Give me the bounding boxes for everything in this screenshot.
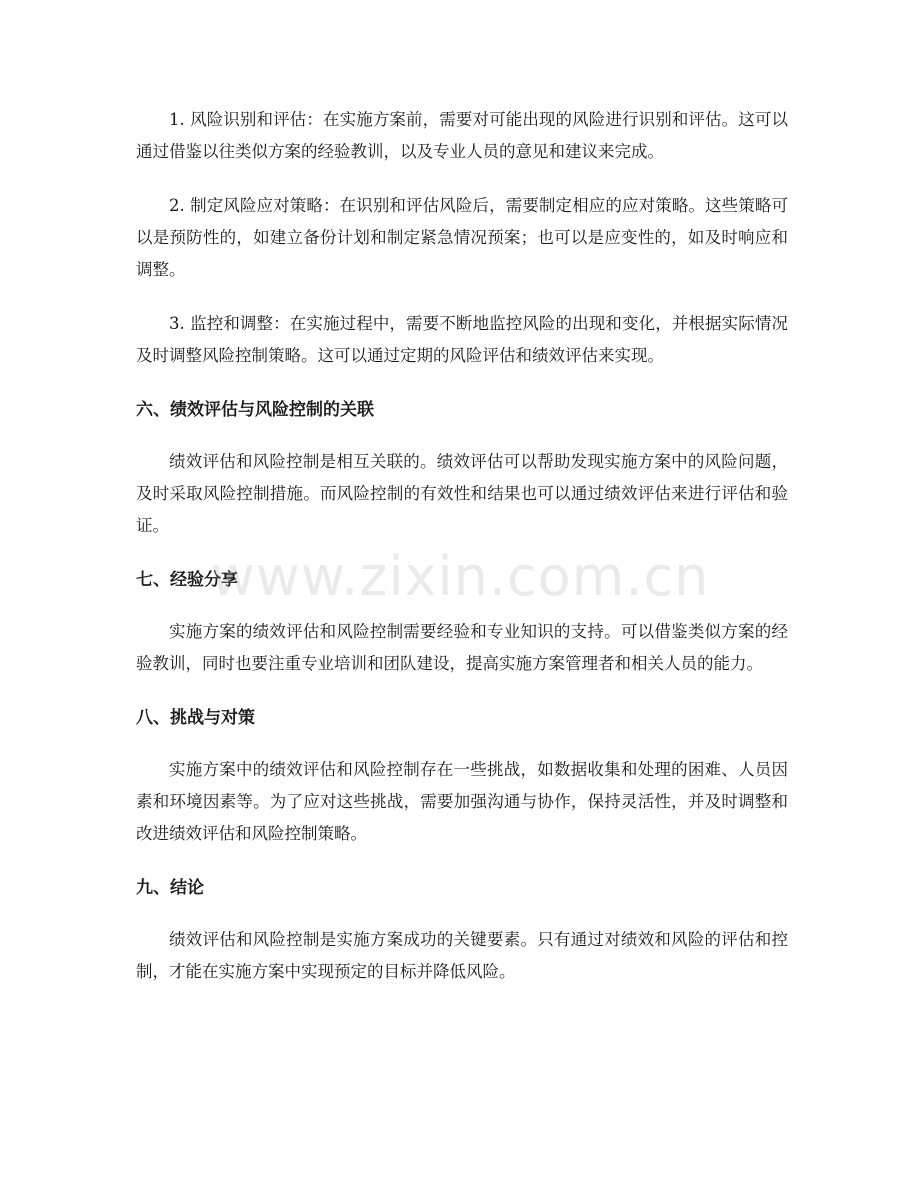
list-item-risk-strategy: 2. 制定风险应对策略：在识别和评估风险后，需要制定相应的应对策略。这些策略可以是预防性的，如建立备份计划和制定紧急情况预案；也可以是应变性的，如及时响应和调整。 xyxy=(136,196,788,279)
paragraph-section-6: 绩效评估和风险控制是相互关联的。绩效评估可以帮助发现实施方案中的风险问题，及时采取风险控制措施。而风险控制的有效性和结果也可以通过绩效评估来进行评估和验证。 xyxy=(136,452,788,535)
list-item-risk-identification: 1. 风险识别和评估：在实施方案前，需要对可能出现的风险进行识别和评估。这可以通过借鉴以往类似方案的经验教训，以及专业人员的意见和建议来完成。 xyxy=(136,110,788,161)
list-item-monitor-adjust: 3. 监控和调整：在实施过程中，需要不断地监控风险的出现和变化，并根据实际情况及时调整风险控制策略。这可以通过定期的风险评估和绩效评估来实现。 xyxy=(136,314,788,365)
section-heading-8: 八、挑战与对策 xyxy=(136,708,255,728)
section-heading-6: 六、绩效评估与风险控制的关联 xyxy=(136,400,374,420)
section-heading-9: 九、结论 xyxy=(136,878,204,898)
paragraph-section-8: 实施方案中的绩效评估和风险控制存在一些挑战，如数据收集和处理的困难、人员因素和环境因素等。为了应对这些挑战，需要加强沟通与协作，保持灵活性，并及时调整和改进绩效评估和风险控制策略。 xyxy=(136,760,788,843)
paragraph-section-9: 绩效评估和风险控制是实施方案成功的关键要素。只有通过对绩效和风险的评估和控制，才能在实施方案中实现预定的目标并降低风险。 xyxy=(136,930,788,981)
section-heading-7: 七、经验分享 xyxy=(136,570,238,590)
paragraph-section-7: 实施方案的绩效评估和风险控制需要经验和专业知识的支持。可以借鉴类似方案的经验教训，同时也要注重专业培训和团队建设，提高实施方案管理者和相关人员的能力。 xyxy=(136,622,788,673)
watermark: www.zixin.com.cn xyxy=(210,545,710,608)
document-body xyxy=(136,104,788,1010)
